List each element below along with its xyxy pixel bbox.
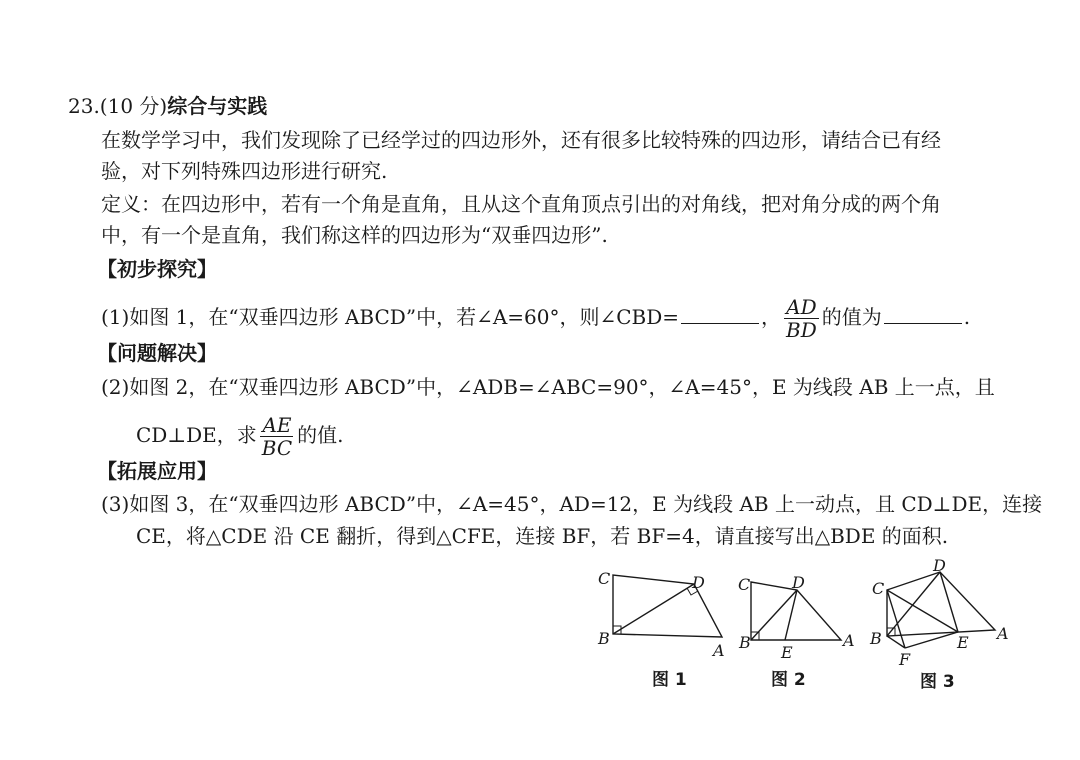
intro-line-2: 验，对下列特殊四边形进行研究.	[101, 159, 388, 183]
question-3-line-1: (3)如图 3，在“双垂四边形 ABCD”中，∠A=45°，AD=12，E 为线段 AB 上一动点，且 CD⊥DE，连接	[101, 492, 1043, 516]
fig3-label-d: D	[933, 556, 946, 575]
answer-blank-1[interactable]	[681, 305, 759, 324]
fig1-label-a: A	[713, 641, 725, 660]
fig2-label-b: B	[739, 633, 751, 652]
question-2-text-end: 的值.	[297, 423, 344, 447]
question-1	[101, 296, 970, 341]
fig3-label-f: F	[899, 650, 911, 669]
fraction-ae-bc	[260, 414, 294, 459]
question-2-line-2	[136, 414, 344, 459]
answer-blank-2[interactable]	[884, 305, 962, 324]
fig2-label-a: A	[843, 631, 855, 650]
fraction-numerator: AE	[262, 413, 292, 437]
question-1-comma: ，	[761, 305, 782, 329]
fig3-label-c: C	[872, 579, 885, 598]
fig3-label-a: A	[997, 624, 1009, 643]
fig1-label-d: D	[692, 573, 705, 592]
figure-2	[735, 568, 865, 668]
fraction-ad-bd	[784, 296, 819, 341]
problem-title: 综合与实践	[167, 94, 268, 118]
intro-line-1: 在数学学习中，我们发现除了已经学过的四边形外，还有很多比较特殊的四边形，请结合已有经	[101, 128, 941, 152]
question-2-line-1: (2)如图 2，在“双垂四边形 ABCD”中，∠ADB=∠ABC=90°，∠A=45°，E 为线段 AB 上一点，且	[101, 375, 995, 399]
section-heading-extension: 【拓展应用】	[97, 459, 217, 483]
fig2-label-d: D	[792, 573, 805, 592]
figure-3	[865, 556, 1015, 671]
fig2-label-e: E	[781, 643, 793, 662]
fraction-denominator: BC	[261, 436, 293, 460]
definition-line-1: 定义：在四边形中，若有一个角是直角，且从这个直角顶点引出的对角线，把对角分成的两个角	[101, 192, 941, 216]
fig1-label-c: C	[598, 569, 611, 588]
problem-number: 23.(10 分)	[68, 94, 168, 118]
fig3-label-b: B	[870, 629, 882, 648]
section-heading-exploration: 【初步探究】	[97, 257, 217, 281]
question-2-text: CD⊥DE，求	[136, 423, 257, 447]
figure-3-caption: 图 3	[920, 672, 955, 692]
figure-2-diagram	[735, 568, 865, 668]
figure-2-caption: 图 2	[771, 670, 806, 690]
fig1-label-b: B	[598, 629, 610, 648]
fig3-label-e: E	[957, 633, 969, 652]
section-heading-solving: 【问题解决】	[97, 341, 217, 365]
figure-1-caption: 图 1	[652, 670, 687, 690]
question-1-end: .	[963, 305, 971, 329]
figure-1-diagram	[592, 562, 742, 662]
question-3-line-2: CE，将△CDE 沿 CE 翻折，得到△CFE，连接 BF，若 BF=4，请直接写出△BDE 的面积.	[136, 524, 949, 548]
fig2-label-c: C	[738, 575, 751, 594]
question-1-text: (1)如图 1，在“双垂四边形 ABCD”中，若∠A=60°，则∠CBD=	[101, 305, 680, 329]
fraction-denominator: BD	[786, 318, 817, 342]
question-1-text-2: 的值为	[821, 305, 882, 329]
fraction-numerator: AD	[786, 295, 817, 319]
problem-header	[68, 93, 267, 119]
definition-line-2: 中，有一个是直角，我们称这样的四边形为“双垂四边形”.	[101, 223, 608, 247]
figure-1	[592, 562, 742, 662]
figure-3-diagram	[865, 556, 1015, 671]
